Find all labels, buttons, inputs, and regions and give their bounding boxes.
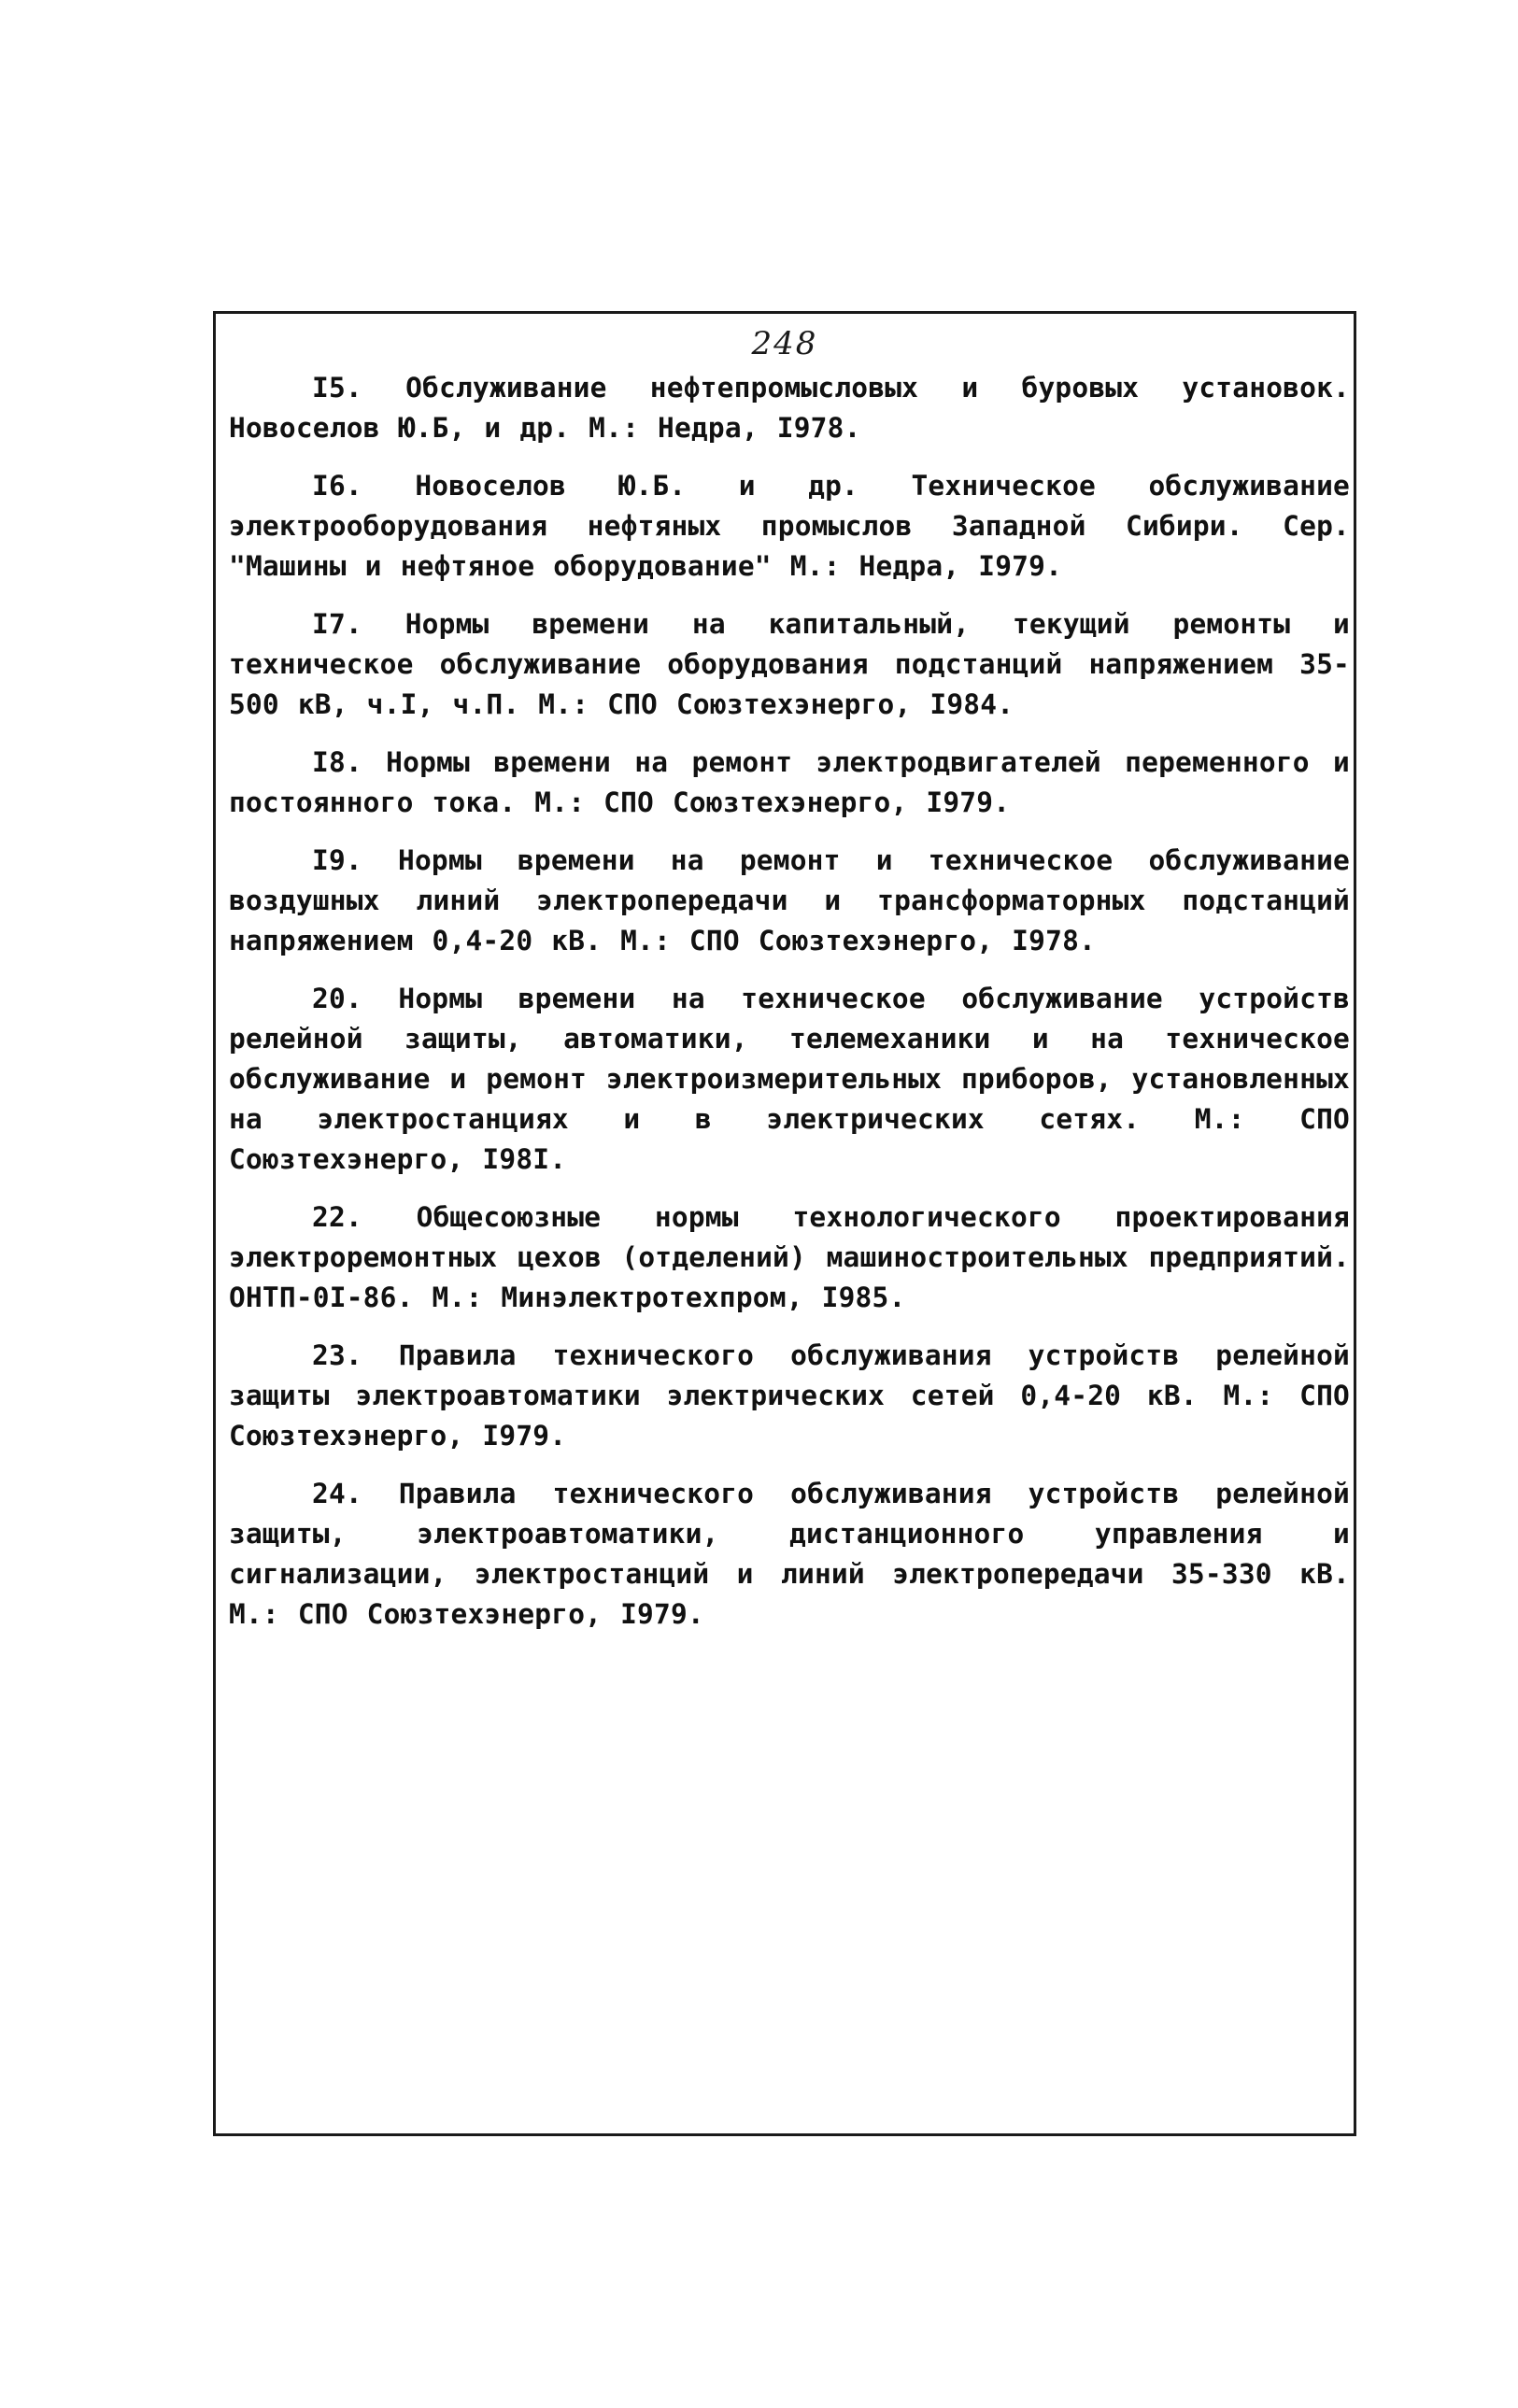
reference-item-24: 24. Правила технического обслуживания устройств релейной защиты, электроавтоматики, дистанционного управления и сигнализации, электростанций и линий электропередачи 35-330 кВ. М.: СПО Союзтехэнерго, I979. bbox=[229, 1478, 1350, 1630]
reference-item-17: I7. Нормы времени на капитальный, текущий ремонты и техническое обслуживание оборудования подстанций напряжением 35-500 кВ, ч.I, ч.П. М.: СПО Союзтехэнерго, I984. bbox=[229, 608, 1350, 720]
reference-item-16: I6. Новоселов Ю.Б. и др. Техническое обслуживание электрооборудования нефтяных промыслов Западной Сибири. Сер. "Машины и нефтяное оборудование" М.: Недра, I979. bbox=[229, 470, 1350, 582]
reference-item-15: I5. Обслуживание нефтепромысловых и буровых установок. Новоселов Ю.Б, и др. М.: Недра, I978. bbox=[229, 372, 1350, 444]
reference-item-23: 23. Правила технического обслуживания устройств релейной защиты электроавтоматики электрических сетей 0,4-20 кВ. М.: СПО Союзтехэнерго, I979. bbox=[229, 1339, 1350, 1452]
page-number: 248 bbox=[751, 325, 818, 362]
page-frame bbox=[213, 311, 1356, 2136]
reference-item-19: I9. Нормы времени на ремонт и техническое обслуживание воздушных линий электропередачи и трансформаторных подстанций напряжением 0,4-20 кВ. М.: СПО Союзтехэнерго, I978. bbox=[229, 844, 1350, 956]
reference-list bbox=[229, 368, 1350, 1652]
reference-item-20: 20. Нормы времени на техническое обслуживание устройств релейной защиты, автоматики, телемеханики и на техническое обслуживание и ремонт электроизмерительных приборов, установленных на электростанциях и в электрических сетях. М.: СПО Союзтехэнерго, I98I. bbox=[229, 983, 1350, 1175]
reference-item-22: 22. Общесоюзные нормы технологического проектирования электроремонтных цехов (отделений) машиностроительных предприятий. ОНТП-0I-86. М.: Минэлектротехпром, I985. bbox=[229, 1201, 1350, 1313]
reference-item-18: I8. Нормы времени на ремонт электродвигателей переменного и постоянного тока. М.: СПО Союзтехэнерго, I979. bbox=[229, 746, 1350, 818]
